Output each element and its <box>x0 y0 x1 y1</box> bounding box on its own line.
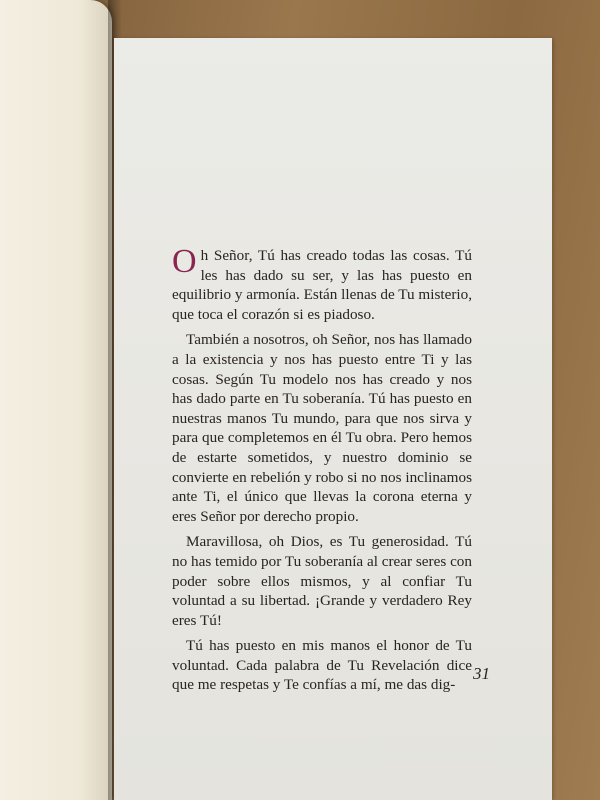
page-number: 31 <box>473 664 490 683</box>
paragraph-3: Maravillosa, oh Dios, es Tu generosidad. Tú no has temido por Tu soberanía al crear seres con poder sobre ellos mismos, y al confiar Tu voluntad a su libertad. ¡Grande y verdadero Rey eres Tú! <box>172 533 472 629</box>
paragraph-2: También a nosotros, oh Señor, nos has llamado a la existencia y nos has puesto entre Ti y las cosas. Según Tu modelo nos has creado y nos has dado parte en Tu soberanía. Tú has puesto en nuestras manos Tu mundo, para que nos sirva y para que completemos en él Tu obra. Pero hemos de estarte sometidos, y nuestro dominio se convierte en rebelión y robo si no nos inclinamos ante Ti, el único que llevas la corona eterna y eres Señor por derecho propio. <box>172 331 472 525</box>
paragraph-1 <box>172 243 472 324</box>
drop-cap: O <box>172 243 197 280</box>
body-text <box>172 243 472 701</box>
paragraph-4: Tú has puesto en mis manos el honor de Tu voluntad. Cada palabra de Tu Revelación dice que me respetas y Te confías a mí, me das dig- <box>172 637 472 694</box>
left-page <box>0 0 112 800</box>
paragraph-1-text: h Señor, Tú has creado todas las cosas. Tú les has dado su ser, y las has puesto en equilibrio y armonía. Están llenas de Tu misterio, que toca el corazón si es piadoso. <box>172 247 472 323</box>
